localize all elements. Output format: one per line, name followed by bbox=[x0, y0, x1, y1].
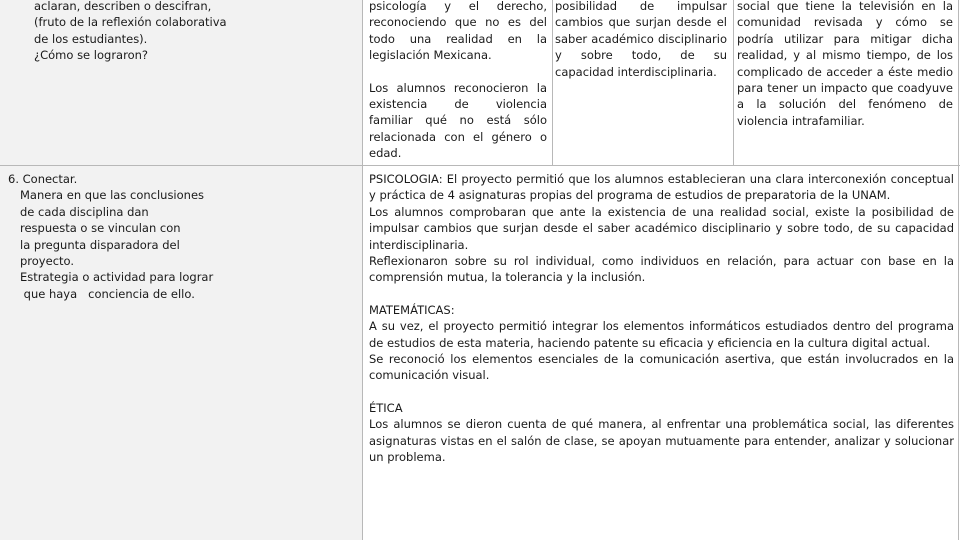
paragraph: PSICOLOGIA: El proyecto permitió que los alumnos establecieran una clara interconexión conceptual y práctica de 4 asignaturas propias del programa de estudios de preparatoria de la UNAM. bbox=[369, 172, 954, 203]
text-line: Manera en que las conclusiones bbox=[20, 188, 205, 203]
paragraph: Reflexionaron sobre su rol individual, como individuos en relación, para actuar con base en la comprensión mutua, la tolerancia y la inclusión. bbox=[369, 254, 954, 285]
paragraph: Los alumnos reconocieron la existencia de violencia familiar qué no está sólo relacionada con el género o edad. bbox=[369, 80, 547, 161]
row2-right-text bbox=[369, 171, 954, 466]
row1-column3-text bbox=[737, 0, 953, 129]
row1-left-text bbox=[34, 0, 354, 64]
paragraph: A su vez, el proyecto permitió integrar los elementos informáticos estudiados dentro del programa de estudios de esta materia, haciendo patente su eficacia y eficiencia en la cultura digital actual. bbox=[369, 319, 954, 350]
paragraph: Los alumnos se dieron cuenta de qué manera, al enfrentar una problemática social, las diferentes asignaturas vistas en el salón de clase, se apoyan mutuamente para entender, analizar y solucionar un problema. bbox=[369, 417, 954, 465]
text-line: ¿Cómo se lograron? bbox=[34, 48, 148, 63]
text-line: respuesta o se vinculan con bbox=[20, 221, 181, 236]
row1-column1-text bbox=[369, 0, 547, 162]
paragraph: Se reconoció los elementos esenciales de la comunicación asertiva, que están involucrados en la comunicación visual. bbox=[369, 352, 954, 383]
paragraph: social que tiene la televisión en la comunidad revisada y cómo se podría utilizar para mitigar dicha realidad, y al mismo tiempo, de los complicado de acceder a éste medio para tener un impacto que coadyuve a la solución del fenómeno de violencia intrafamiliar. bbox=[737, 0, 953, 128]
text-line: la pregunta disparadora del bbox=[20, 237, 180, 252]
text-line: que haya conciencia de ello. bbox=[20, 286, 195, 301]
row2-left-text bbox=[8, 171, 348, 302]
step-heading: 6. Conectar. bbox=[8, 172, 78, 186]
text-line: de los estudiantes). bbox=[34, 31, 148, 46]
text-line: proyecto. bbox=[20, 254, 75, 269]
paragraph: psicología y el derecho, reconociendo que no es del todo una realidad en la legislación Mexicana. bbox=[369, 0, 547, 63]
section-heading: ÉTICA bbox=[369, 400, 403, 415]
text-line: de cada disciplina dan bbox=[20, 204, 149, 219]
paragraph: Los alumnos comprobaran que ante la existencia de una realidad social, existe la posibilidad de impulsar cambios que surjan desde el saber académico disciplinario y sobre todo, de su capacidad interdisciplinaria. bbox=[369, 204, 954, 252]
column-divider bbox=[552, 0, 553, 166]
row1-column2-text bbox=[555, 0, 727, 80]
text-line: aclaran, describen o descifran, bbox=[34, 0, 212, 13]
right-border bbox=[958, 0, 959, 540]
paragraph: posibilidad de impulsar cambios que surjan desde el saber académico disciplinario y sobre todo, de su capacidad interdisciplinaria. bbox=[555, 0, 727, 79]
text-line: (fruto de la reflexión colaborativa bbox=[34, 15, 227, 30]
column-divider bbox=[733, 0, 734, 166]
section-heading: MATEMÁTICAS: bbox=[369, 302, 455, 317]
text-line: Estrategia o actividad para lograr bbox=[20, 270, 214, 285]
